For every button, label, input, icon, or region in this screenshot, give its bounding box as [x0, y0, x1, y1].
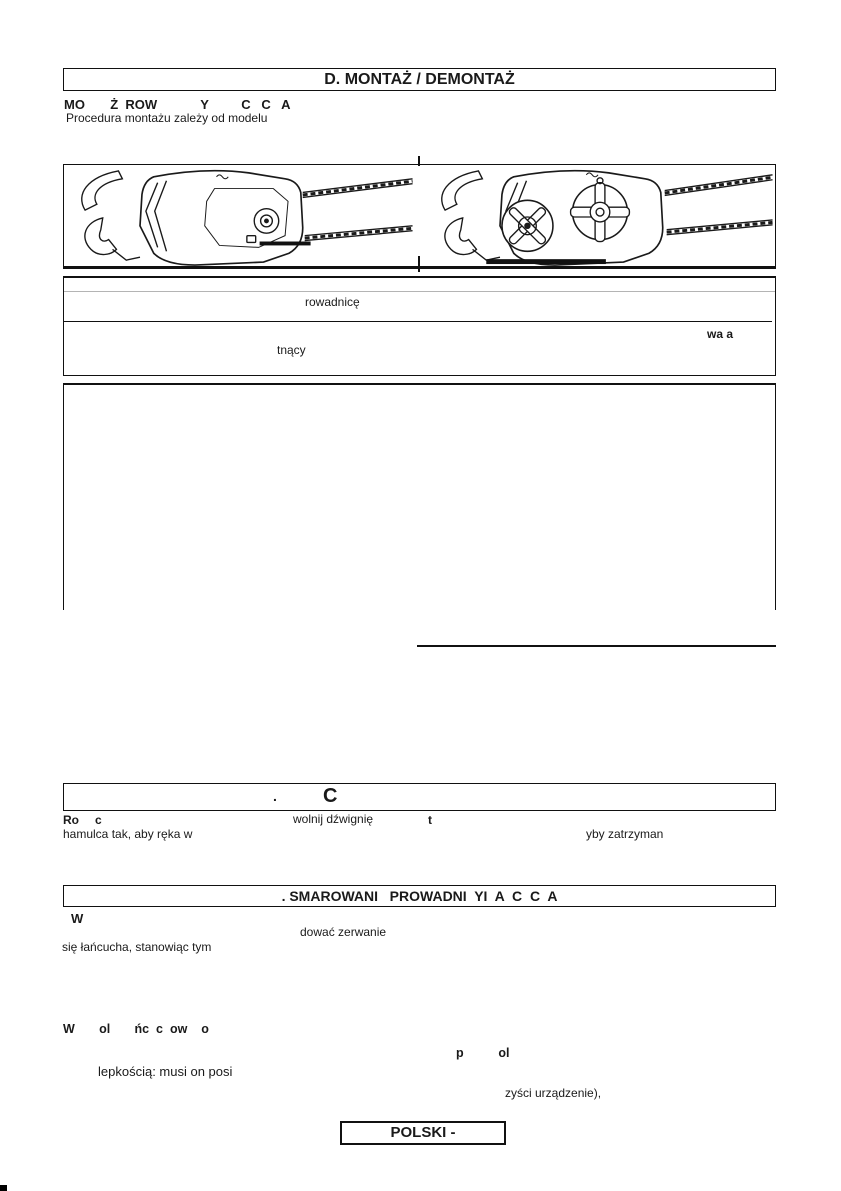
section-e-frag-dzwignia: wolnij dźwignię — [293, 812, 374, 826]
section-d-title: D. MONTAŻ / DEMONTAŻ — [324, 71, 515, 88]
chainsaw-illustration-left — [64, 167, 416, 267]
footer-language-label: POLSKI - — [390, 1124, 456, 1141]
section-d-header-box — [63, 68, 776, 91]
step-table-divider — [63, 321, 772, 322]
oil-choice-fragment-line: W ol ńc c ow o — [63, 1022, 209, 1036]
section-f-frag1: dować zerwanie — [300, 925, 387, 939]
section-e-line2-left: hamulca tak, aby ręka w — [63, 827, 193, 841]
table-row1-text: rowadnicę — [305, 295, 360, 309]
chainsaw-illustration-right — [424, 167, 776, 267]
step-table-faded-line — [64, 291, 775, 292]
table-row2-text: tnący — [277, 343, 306, 357]
section-e-title-c: C — [323, 785, 338, 807]
section-f-title: . SMAROWANI PROWADNI YI A C C A — [281, 888, 558, 904]
section-e-header-box — [63, 783, 776, 811]
section-f-frag-w: W — [71, 911, 84, 926]
horizontal-rule — [417, 645, 776, 647]
section-e-title-dot: . — [273, 788, 277, 804]
viscosity-fragment: lepkością: musi on posi — [98, 1064, 233, 1079]
figure-bottom-center-tick — [418, 256, 420, 272]
empty-figure-frame — [63, 383, 776, 610]
section-f-header-box — [63, 885, 776, 907]
section-d-subtitle: Procedura montażu zależy od modelu — [66, 111, 268, 125]
figure-top-center-tick — [418, 156, 420, 166]
section-d-fragment-line: MO Ż ROW Y C C A — [64, 97, 291, 112]
section-f-frag2: się łańcucha, stanowiąc tym — [62, 940, 212, 954]
footer-language-box — [340, 1121, 506, 1145]
section-e-frag-c: c — [95, 813, 102, 827]
p-ol-fragment: p ol — [456, 1046, 510, 1060]
section-e-frag-t: t — [428, 813, 432, 827]
table-row2-right-text: wa a — [707, 327, 734, 341]
section-e-line2-right: yby zatrzyman — [586, 827, 664, 841]
corner-print-mark — [0, 1185, 7, 1191]
device-fragment: zyści urządzenie), — [505, 1086, 602, 1100]
section-e-frag-ro: Ro — [63, 813, 79, 827]
